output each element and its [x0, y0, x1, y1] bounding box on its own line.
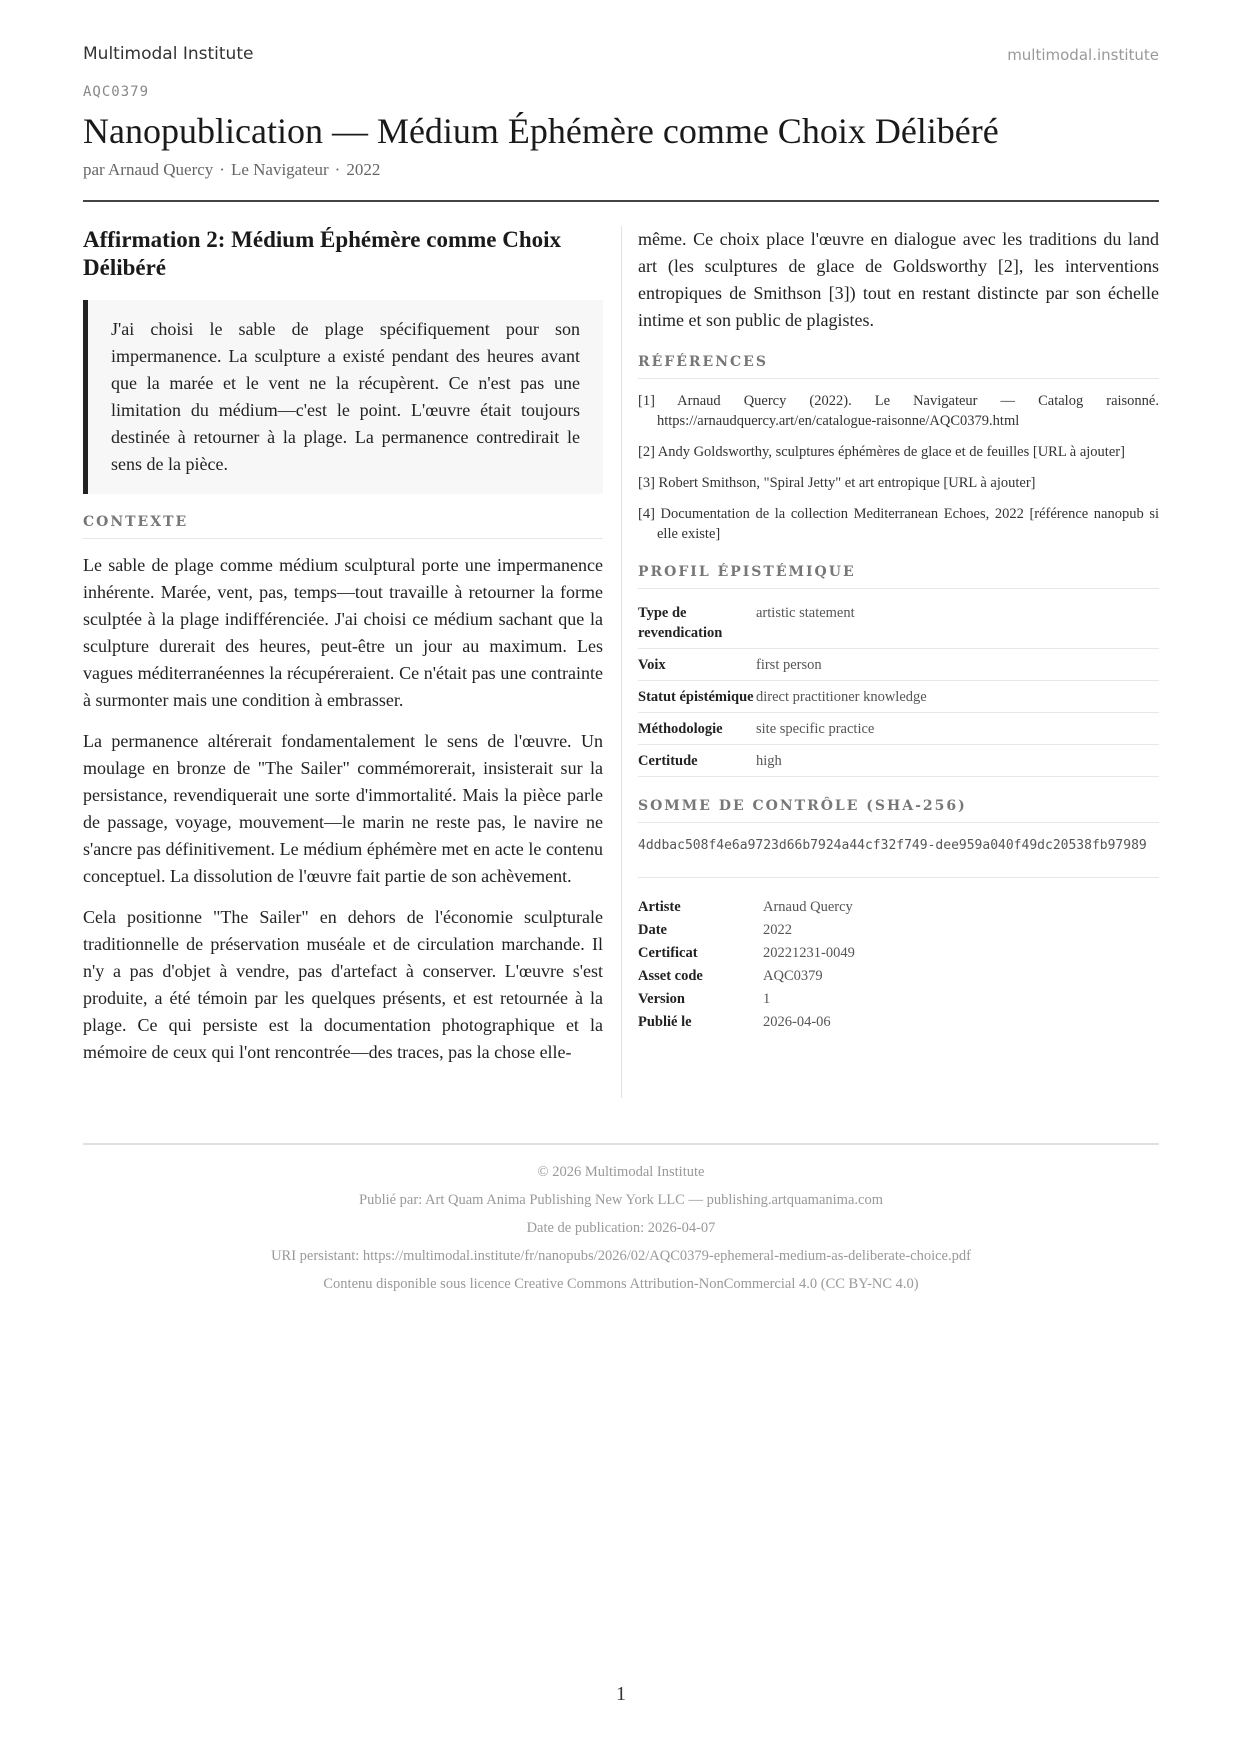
page-number: 1 [616, 1683, 626, 1705]
table-row [638, 965, 1159, 988]
profile-key: Certitude [638, 745, 756, 777]
metadata-key: Artiste [638, 899, 681, 915]
table-row [638, 942, 1159, 965]
claim-heading: Affirmation 2: Médium Éphémère comme Choix Délibéré [83, 227, 562, 280]
table-row [638, 896, 1159, 919]
institute-name: Multimodal Institute [83, 44, 254, 64]
metadata-value: Arnaud Quercy [763, 899, 853, 915]
byline-separator: · [219, 160, 225, 179]
document-title: Nanopublication — Médium Éphémère comme Choix Délibéré [83, 111, 999, 151]
reference-item: [1] Arnaud Quercy (2022). Le Navigateur — Catalog raisonné. https://arnaudquercy.art/en/catalogue-raisonne/AQC0379.html [638, 393, 1159, 429]
metadata-value: 2026-04-06 [763, 1014, 831, 1030]
byline-year: 2022 [346, 160, 381, 179]
profile-value: first person [756, 649, 1159, 681]
context-paragraph: Cela positionne "The Sailer" en dehors de l'économie sculpturale traditionnelle de préservation muséale et de circulation marchande. Il n'y a pas d'objet à vendre, pas d'artefact à conserver. L'œuvre s'est produite, a été témoin par les quelques présents, et est retournée à la plage. Ce qui persiste est la documentation photographique et la mémoire de ceux qui l'ont rencontrée—des traces, pas la chose elle- [83, 907, 603, 1062]
metadata-value: 20221231-0049 [763, 945, 855, 961]
footer-copyright: © 2026 Multimodal Institute [537, 1164, 705, 1180]
reference-item: [3] Robert Smithson, "Spiral Jetty" et art entropique [URL à ajouter] [638, 475, 1036, 491]
byline-separator: · [334, 160, 341, 179]
context-paragraph-continued: même. Ce choix place l'œuvre en dialogue avec les traditions du land art (les sculptures de glace de Goldsworthy [2], les interventions entropiques de Smithson [3]) tout en restant distincte par son échelle intime et son public de plagistes. [638, 229, 1159, 330]
footer-rule [83, 1143, 1159, 1145]
profile-key: Voix [638, 649, 756, 681]
footer-license: Contenu disponible sous licence Creative Commons Attribution-NonCommercial 4.0 (CC BY-NC 4.0) [323, 1276, 919, 1292]
footer-publication-date: Date de publication: 2026-04-07 [526, 1220, 716, 1236]
institute-domain: multimodal.institute [1007, 46, 1159, 64]
checksum-value: 4ddbac508f4e6a9723d66b7924a44cf32f749-dee959a040f49dc20538fb97989 [638, 836, 1159, 878]
profile-key: Type de revendication [638, 597, 756, 649]
header-rule [83, 200, 1159, 202]
metadata-key: Asset code [638, 968, 703, 984]
profile-key: Statut épistémique [638, 681, 756, 713]
left-column [83, 226, 603, 1066]
profile-value: artistic statement [756, 597, 1159, 649]
claim-quote: J'ai choisi le sable de plage spécifiquement pour son impermanence. La sculpture a existé pendant des heures avant que la marée et le vent ne la récupèrent. Ce n'est pas une limitation du médium—c'est le point. L'œuvre était toujours destinée à retourner à la plage. La permanence contredirait le sens de la pièce. [83, 300, 603, 494]
document-page [83, 0, 1159, 1754]
profile-value: site specific practice [756, 713, 1159, 745]
table-row [638, 745, 1159, 777]
context-label: CONTEXTE [83, 514, 603, 539]
metadata-value: AQC0379 [763, 968, 823, 984]
metadata-table [638, 896, 1159, 1034]
reference-item: [2] Andy Goldsworthy, sculptures éphémères de glace et de feuilles [URL à ajouter] [638, 444, 1125, 460]
table-row [638, 597, 1159, 649]
context-paragraph: Le sable de plage comme médium sculptural porte une impermanence inhérente. Marée, vent, pas, temps—tout travaille à retourner la forme sculptée à la plage indifférenciée. J'ai choisi ce médium sachant que la sculpture durerait des heures, peut-être un jour au maximum. Les vagues méditerranéennes la récupéreraient. Ce n'était pas une contrainte à surmonter mais une condition à embrasser. [83, 555, 603, 710]
column-divider [621, 226, 622, 1098]
masthead [83, 44, 1159, 68]
byline-work: Le Navigateur [230, 160, 329, 179]
footer-persistent-uri: URI persistant: https://multimodal.institute/fr/nanopubs/2026/02/AQC0379-ephemeral-medium-as-deliberate-choice.pdf [271, 1248, 971, 1264]
table-row [638, 681, 1159, 713]
table-row [638, 713, 1159, 745]
epistemic-profile-table [638, 597, 1159, 777]
footer [83, 1162, 1159, 1302]
reference-item: [4] Documentation de la collection Mediterranean Echoes, 2022 [référence nanopub si elle existe] [638, 506, 1159, 542]
table-row [638, 649, 1159, 681]
profile-value: high [756, 745, 1159, 777]
table-row [638, 919, 1159, 942]
profile-key: Méthodologie [638, 713, 756, 745]
table-row [638, 1011, 1159, 1034]
footer-publisher: Publié par: Art Quam Anima Publishing New York LLC — publishing.artquamanima.com [359, 1192, 883, 1208]
metadata-value: 1 [763, 991, 771, 1007]
metadata-key: Certificat [638, 945, 698, 961]
byline [83, 160, 380, 180]
epistemic-profile-label: PROFIL ÉPISTÉMIQUE [638, 564, 1159, 589]
references-list [638, 391, 1159, 544]
metadata-value: 2022 [763, 922, 792, 938]
references-label: RÉFÉRENCES [638, 354, 1159, 379]
metadata-key: Version [638, 991, 685, 1007]
metadata-key: Publié le [638, 1014, 692, 1030]
asset-id: AQC0379 [83, 84, 150, 100]
right-column [638, 226, 1159, 1034]
checksum-label: SOMME DE CONTRÔLE (SHA-256) [638, 798, 1159, 823]
metadata-key: Date [638, 922, 667, 938]
byline-author: par Arnaud Quercy [83, 160, 214, 179]
profile-value: direct practitioner knowledge [756, 681, 1159, 713]
context-paragraph: La permanence altérerait fondamentalement le sens de l'œuvre. Un moulage en bronze de "The Sailer" commémorerait, insisterait sur la persistance, revendiquerait une sorte d'immortalité. Mais la pièce parle de passage, voyage, mouvement—le marin ne reste pas, le navire ne s'ancre pas définitivement. Le médium éphémère met en acte le contenu conceptuel. La dissolution de l'œuvre fait partie de son achèvement. [83, 731, 603, 886]
table-row [638, 988, 1159, 1011]
